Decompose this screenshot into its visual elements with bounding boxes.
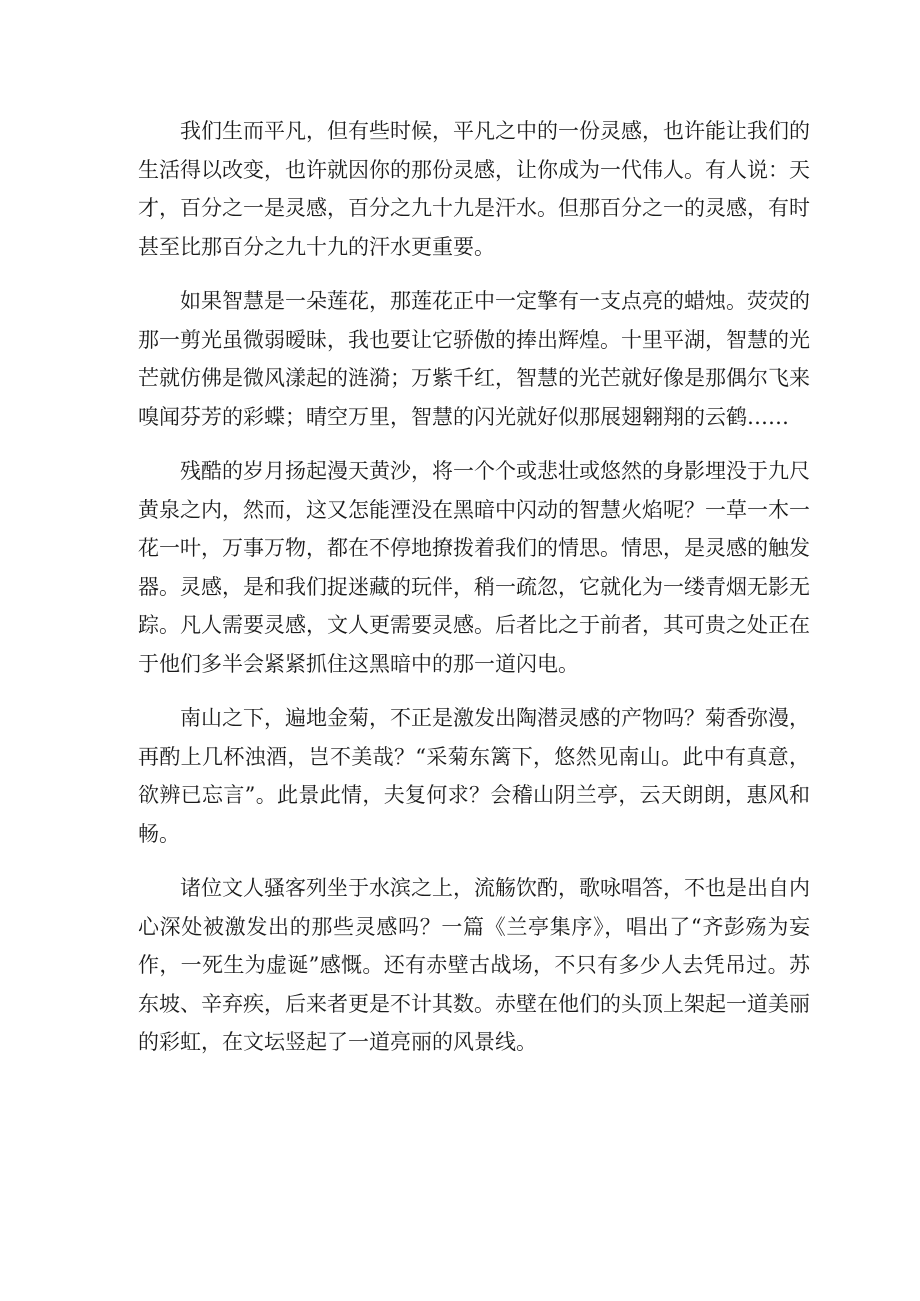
paragraph-5: 诸位文人骚客列坐于水滨之上，流觞饮酌，歌咏唱答，不也是出自内心深处被激发出的那些灵感吗？一篇《兰亭集序》，唱出了“齐彭殇为妄作，一死生为虚诞”感慨。还有赤壁古战场，不只有多少人去凭吊过。苏东坡、辛弃疾，后来者更是不计其数。赤壁在他们的头顶上架起一道美丽的彩虹，在文坛竖起了一道亮丽的风景线。 (138, 876, 810, 1054)
essay-body (138, 112, 810, 1078)
paragraph-4: 南山之下，遍地金菊，不正是激发出陶潜灵感的产物吗？菊香弥漫，再酌上几杯浊酒，岂不美哉？“采菊东篱下，悠然见南山。此中有真意，欲辨已忘言”。此景此情，夫复何求？会稽山阴兰亭，云天朗朗，惠风和畅。 (138, 706, 810, 846)
paragraph-1: 我们生而平凡，但有些时候，平凡之中的一份灵感，也许能让我们的生活得以改变，也许就因你的那份灵感，让你成为一代伟人。有人说：天才，百分之一是灵感，百分之九十九是汗水。但那百分之一的灵感，有时甚至比那百分之九十九的汗水更重要。 (138, 119, 810, 259)
paragraph-3: 残酷的岁月扬起漫天黄沙，将一个个或悲壮或悠然的身影埋没于九尺黄泉之内，然而，这又怎能湮没在黑暗中闪动的智慧火焰呢？一草一木一花一叶，万事万物，都在不停地撩拨着我们的情思。情思，是灵感的触发器。灵感，是和我们捉迷藏的玩伴，稍一疏忽，它就化为一缕青烟无影无踪。凡人需要灵感，文人更需要灵感。后者比之于前者，其可贵之处正在于他们多半会紧紧抓住这黑暗中的那一道闪电。 (138, 459, 810, 676)
paragraph-2: 如果智慧是一朵莲花，那莲花正中一定擎有一支点亮的蜡烛。荧荧的那一剪光虽微弱暧昧，我也要让它骄傲的捧出辉煌。十里平湖，智慧的光芒就仿佛是微风漾起的涟漪；万紫千红，智慧的光芒就好像是那偶尔飞来嗅闻芬芳的彩蝶；晴空万里，智慧的闪光就好似那展翅翱翔的云鹤…… (138, 289, 810, 429)
